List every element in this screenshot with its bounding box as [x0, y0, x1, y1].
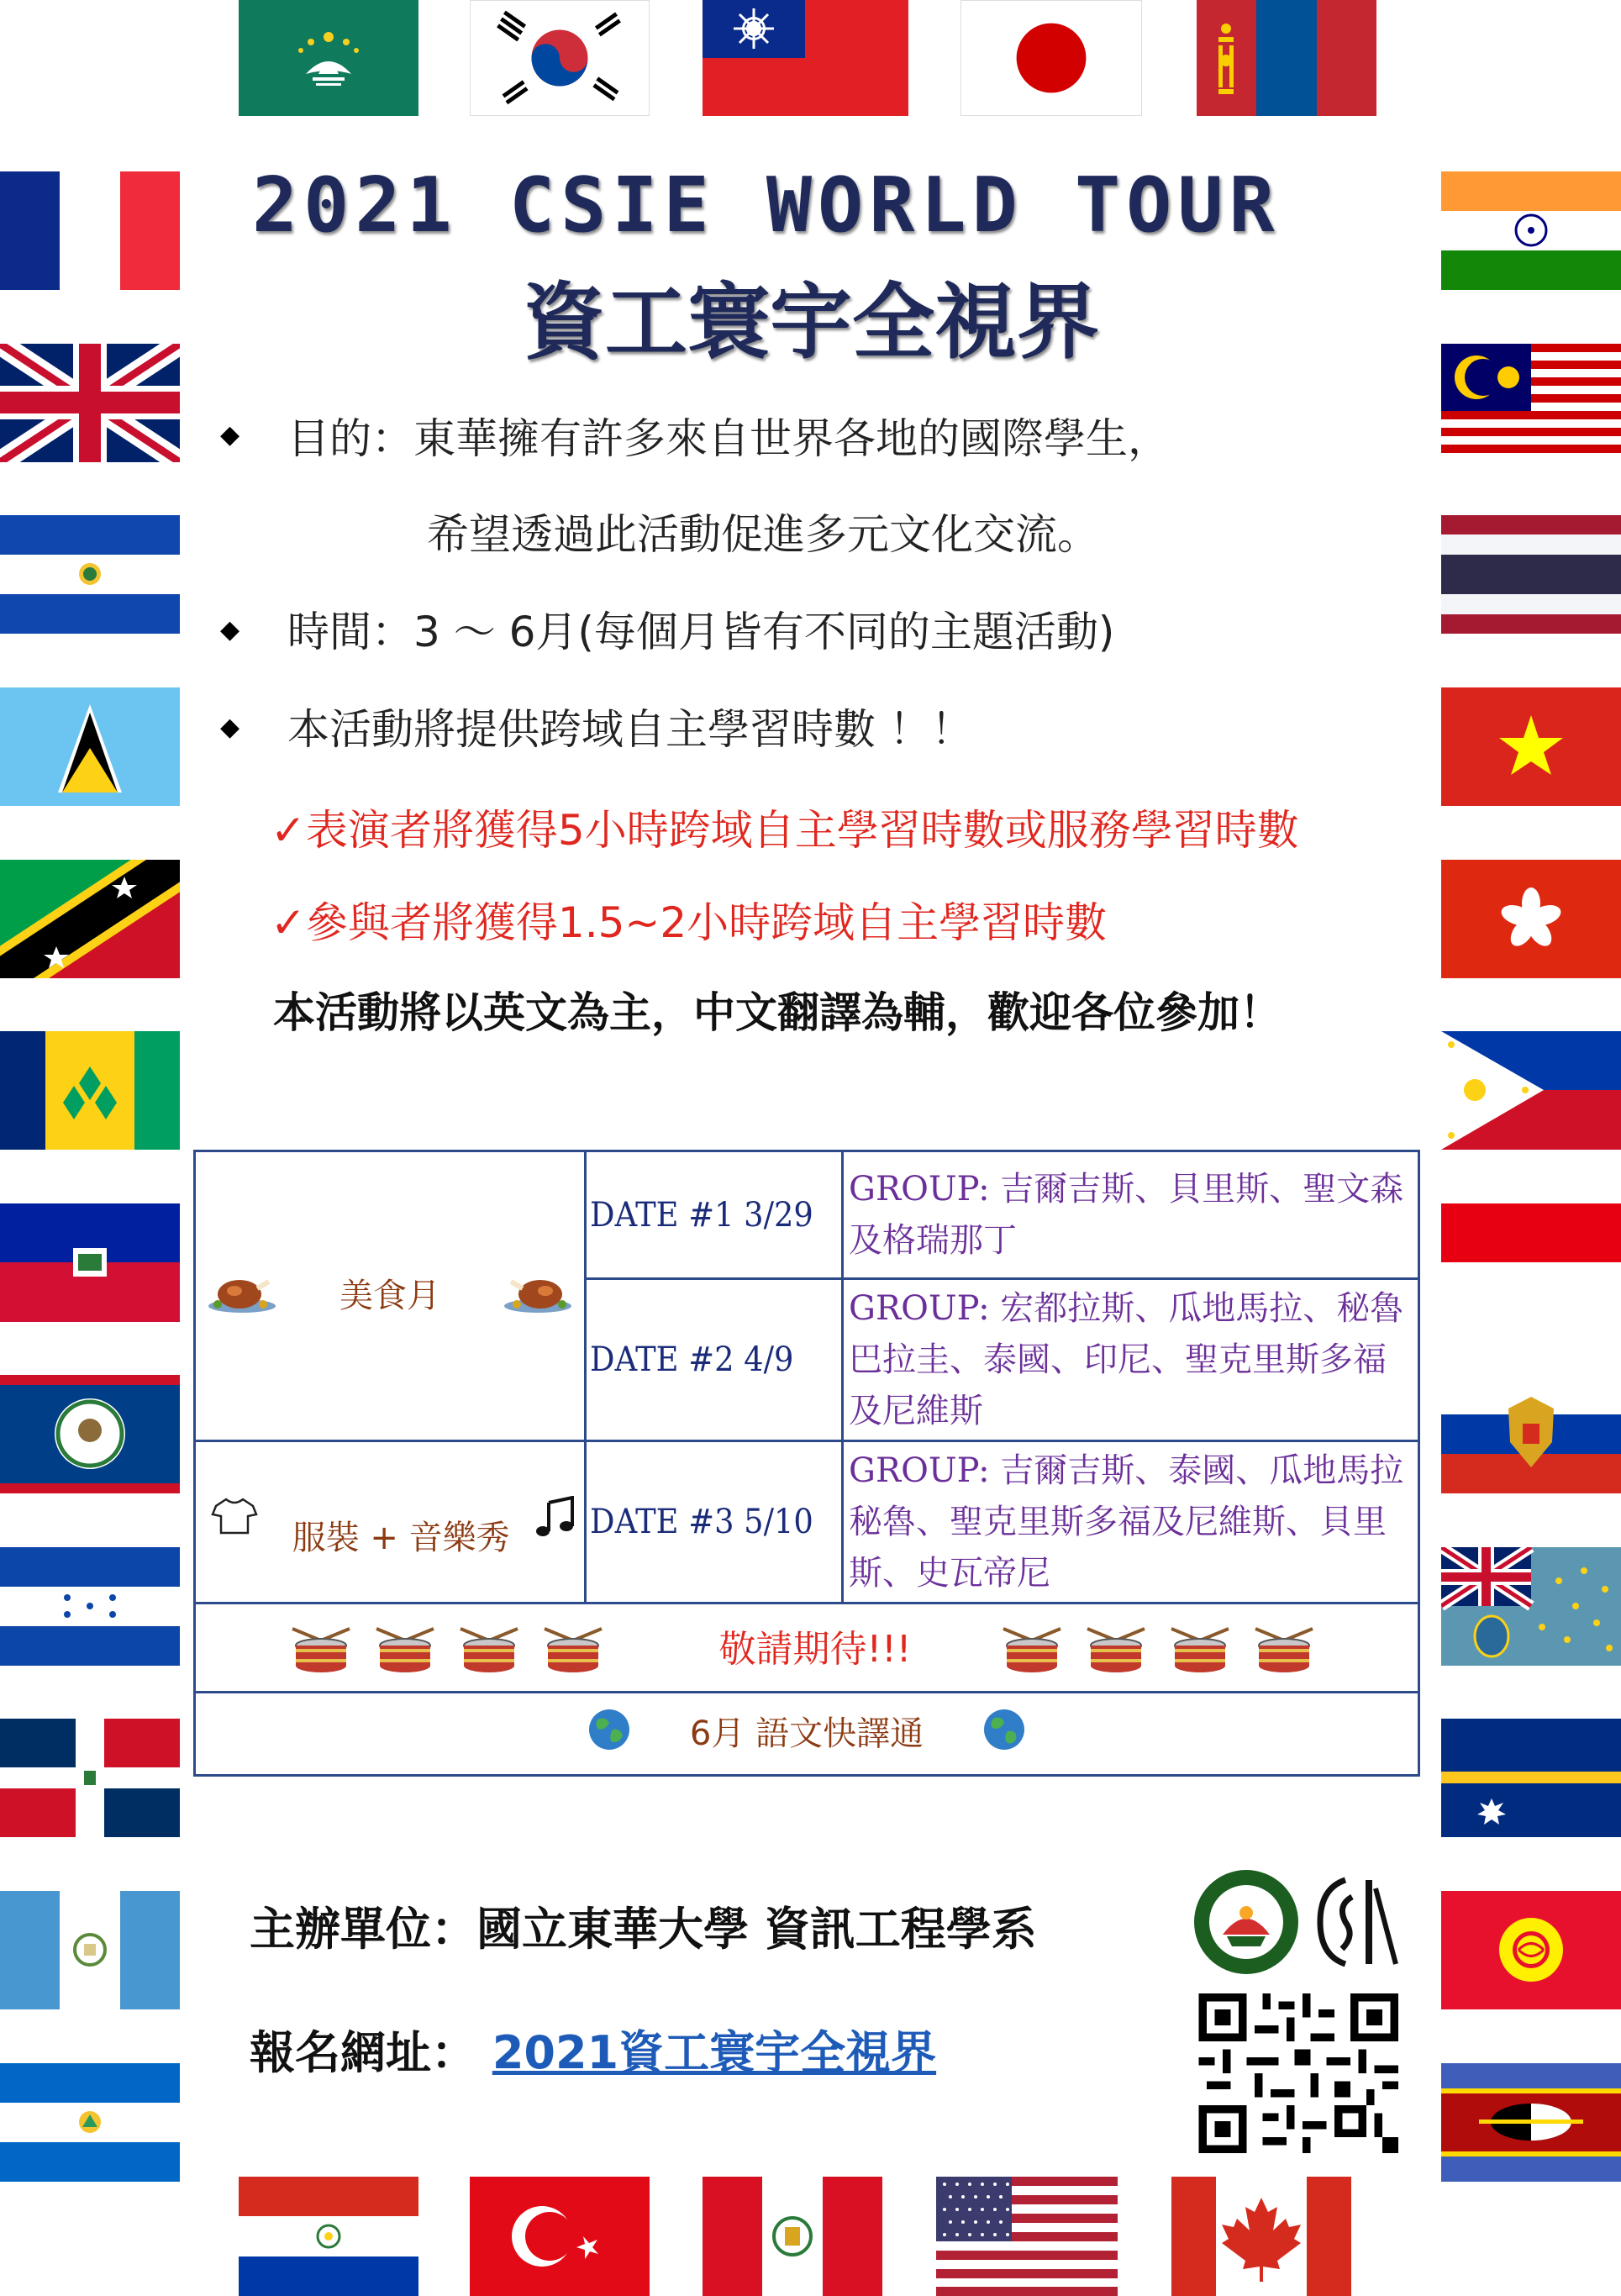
language-note: 本活動將以英文為主，中文翻譯為輔，歡迎各位參加！ [273, 988, 1282, 1037]
south-korea-flag-icon [470, 0, 650, 116]
date-3-cell: DATE #3 5/10 [586, 1441, 823, 1604]
roast-turkey-icon [502, 1272, 574, 1323]
haiti-flag-icon [0, 1203, 180, 1322]
thailand-flag-icon [1441, 515, 1621, 634]
time-line: 時間：3 ～ 6月(每個月皆有不同的主題活動) [287, 608, 1115, 656]
saint-lucia-flag-icon [0, 687, 180, 806]
usa-flag-icon [936, 2177, 1118, 2296]
malaysia-flag-icon [1441, 344, 1621, 462]
belize-flag-icon [0, 1375, 180, 1493]
june-label: 6月 語文快譯通 [689, 1714, 924, 1753]
bullet-diamond-icon: ◆ [220, 615, 240, 645]
group-1-cell: GROUP: 吉爾吉斯、貝里斯、聖文森及格瑞那丁 [843, 1151, 1419, 1279]
group-2-cell: GROUP: 宏都拉斯、瓜地馬拉、秘魯巴拉圭、泰國、印尼、聖克里斯多福及尼維斯 [843, 1279, 1419, 1441]
india-flag-icon [1441, 171, 1621, 290]
food-month-label: 美食月 [339, 1277, 440, 1315]
costume-show-label: 服裝 + 音樂秀 [292, 1519, 510, 1557]
qr-code-icon [1197, 1993, 1400, 2153]
roast-turkey-icon [206, 1272, 278, 1323]
tshirt-icon [211, 1496, 258, 1545]
turkey-flag-icon [470, 2177, 650, 2296]
checkmark-icon: ✓ [271, 806, 306, 855]
tuvalu-flag-icon [1441, 1547, 1621, 1666]
university-logo-icon [1193, 1869, 1299, 1975]
costume-music-cell [195, 1441, 586, 1604]
russia-flag-icon [1441, 1375, 1621, 1493]
globe-icon [982, 1708, 1026, 1761]
guatemala-flag-icon [0, 1891, 180, 2009]
vietnam-flag-icon [1441, 687, 1621, 806]
purpose-line-1: 目的：東華擁有許多來自世界各地的國際學生， [287, 414, 1170, 463]
food-month-cell [195, 1151, 586, 1441]
stay-tuned-row [195, 1604, 1419, 1693]
nauru-flag-icon [1441, 1719, 1621, 1837]
saint-kitts-nevis-flag-icon [0, 860, 180, 978]
paraguay-flag-icon [239, 2177, 418, 2296]
kyrgyzstan-flag-icon [1441, 1891, 1621, 2009]
participant-line: ✓參與者將獲得1.5~2小時跨域自主學習時數 [271, 898, 1108, 947]
eswatini-flag-icon [1441, 2063, 1621, 2182]
csie-department-logo-icon [1312, 1872, 1402, 1973]
el-salvador-flag-icon [0, 515, 180, 634]
registration-link[interactable]: 2021資工寰宇全視界 [492, 2026, 937, 2079]
hong-kong-flag-icon [1441, 860, 1621, 978]
schedule-table [193, 1150, 1420, 1777]
peru-flag-icon [703, 2177, 882, 2296]
globe-icon [587, 1708, 631, 1761]
checkmark-icon: ✓ [271, 898, 306, 947]
bullet-diamond-icon: ◆ [220, 420, 240, 450]
music-note-icon [532, 1496, 577, 1548]
canada-flag-icon [1171, 2177, 1351, 2296]
june-row [195, 1693, 1419, 1776]
saint-vincent-flag-icon [0, 1031, 180, 1150]
title-chinese: 資工寰宇全視界 [522, 275, 1099, 371]
registration-line: 報名網址： 2021資工寰宇全視界 [250, 2026, 937, 2079]
united-kingdom-flag-icon [0, 344, 180, 462]
date-1-cell: DATE #1 3/29 [586, 1151, 823, 1279]
france-flag-icon [0, 171, 180, 290]
organizer-line: 主辦單位：國立東華大學 資訊工程學系 [250, 1903, 1037, 1956]
taiwan-flag-icon [703, 0, 908, 116]
performer-line: ✓表演者將獲得5小時跨域自主學習時數或服務學習時數 [271, 806, 1299, 855]
stay-tuned-label: 敬請期待!!! [718, 1627, 912, 1671]
macau-flag-icon [239, 0, 418, 116]
bullet-diamond-icon: ◆ [220, 713, 240, 742]
indonesia-flag-icon [1441, 1203, 1621, 1322]
date-2-cell: DATE #2 4/9 [586, 1279, 823, 1441]
group-3-cell: GROUP: 吉爾吉斯、泰國、瓜地馬拉秘魯、聖克里斯多福及尼維斯、貝里斯、史瓦帝尼 [843, 1441, 1419, 1604]
nicaragua-flag-icon [0, 2063, 180, 2182]
philippines-flag-icon [1441, 1031, 1621, 1150]
dominican-republic-flag-icon [0, 1719, 180, 1837]
japan-flag-icon [960, 0, 1142, 116]
honduras-flag-icon [0, 1547, 180, 1666]
purpose-line-2: 希望透過此活動促進多元文化交流。 [427, 510, 1099, 559]
drum-icon-group-left [287, 1628, 627, 1671]
mongolia-flag-icon [1197, 0, 1376, 116]
title-english: 2021 CSIE WORLD TOUR [252, 161, 1281, 250]
drum-icon-group-right [998, 1628, 1326, 1671]
hours-line: 本活動將提供跨域自主學習時數 ！！ [287, 705, 973, 754]
